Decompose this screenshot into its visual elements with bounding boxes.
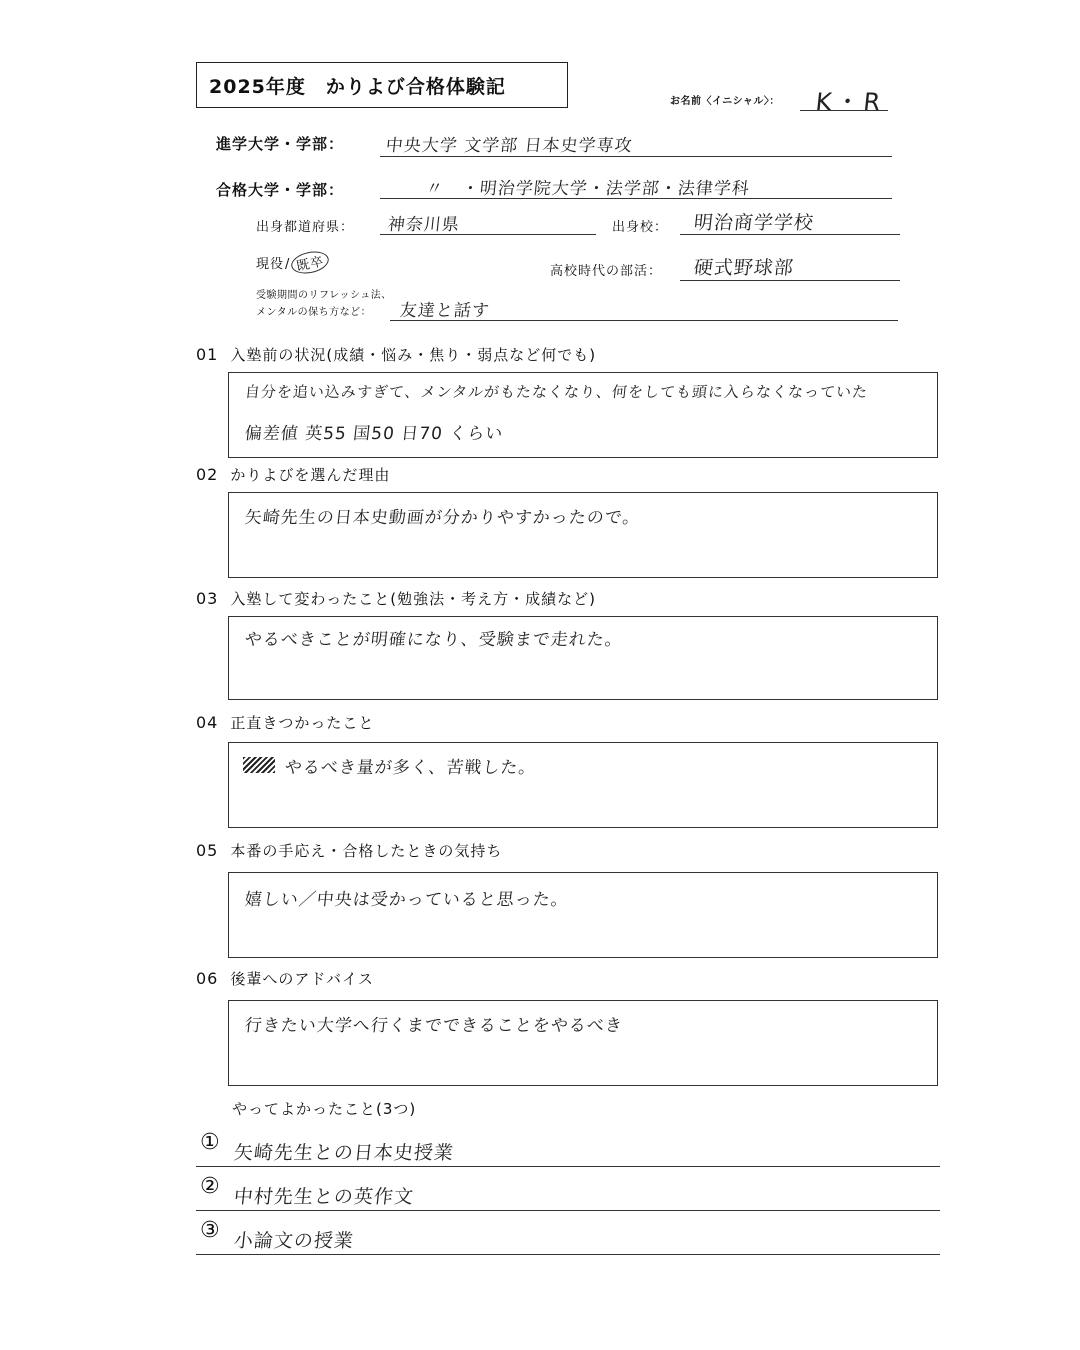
club-label: 高校時代の部活： xyxy=(550,264,663,279)
status-slash: / xyxy=(285,257,291,272)
item-text: 中村先生との英作文 xyxy=(232,1186,416,1208)
refresh-label-line1: 受験期間のリフレッシュ法、 xyxy=(256,290,392,301)
question-06-heading xyxy=(196,968,374,989)
question-label: 入塾前の状況(成績・悩み・焦り・弱点など何でも) xyxy=(230,346,597,364)
refresh-value: 友達と話す xyxy=(398,301,491,321)
question-05-heading xyxy=(196,840,502,861)
answer-line: 嬉しい／中央は受かっていると思った。 xyxy=(243,890,570,910)
name-field xyxy=(800,82,888,116)
passed-field xyxy=(380,174,892,199)
question-label: かりよびを選んだ理由 xyxy=(230,466,391,484)
question-06-answer-box xyxy=(228,1000,938,1086)
question-label: 正直きつかったこと xyxy=(230,714,375,732)
question-number: 01 xyxy=(196,345,219,364)
question-label: 後輩へのアドバイス xyxy=(230,970,374,988)
document-title: 2025年度 かりよび合格体験記 xyxy=(196,62,568,108)
school-field xyxy=(680,206,900,235)
club-value: 硬式野球部 xyxy=(692,257,796,279)
question-01-heading xyxy=(196,344,596,365)
question-number: 03 xyxy=(196,589,219,608)
question-label: 入塾して変わったこと(勉強法・考え方・成績など) xyxy=(230,590,596,608)
name-value: K・R xyxy=(814,88,886,116)
good-thing-item xyxy=(196,1172,940,1211)
question-02-answer-box xyxy=(228,492,938,578)
question-number: 06 xyxy=(196,969,219,988)
item-text: 矢崎先生との日本史授業 xyxy=(232,1142,456,1164)
status-current: 現役 xyxy=(256,257,285,272)
item-marker: ③ xyxy=(200,1218,220,1243)
status-row xyxy=(256,252,329,273)
question-number: 02 xyxy=(196,465,219,484)
answer-line: 矢崎先生の日本史動画が分かりやすかったので。 xyxy=(243,508,642,528)
school-value: 明治商学学校 xyxy=(692,212,816,234)
question-03-heading xyxy=(196,588,596,609)
enrolled-value: 中央大学 文学部 日本史学専攻 xyxy=(384,136,634,156)
question-number: 04 xyxy=(196,713,219,732)
passed-value: 〃 ・明治学院大学・法学部・法律学科 xyxy=(424,179,751,199)
question-number: 05 xyxy=(196,841,219,860)
question-04-heading xyxy=(196,712,374,733)
refresh-label-line2: メンタルの保ち方など： xyxy=(256,307,372,318)
status-ronin-circled: 既卒 xyxy=(290,248,332,276)
question-03-answer-box xyxy=(228,616,938,700)
school-label: 出身校： xyxy=(612,220,669,235)
good-thing-item xyxy=(196,1216,940,1255)
answer-line: 偏差値 英55 国50 日70 くらい xyxy=(243,424,505,444)
answer-line: やるべきことが明確になり、受験まで走れた。 xyxy=(243,630,624,650)
item-marker: ② xyxy=(200,1174,220,1199)
item-text: 小論文の授業 xyxy=(232,1230,356,1252)
prefecture-label: 出身都道府県： xyxy=(256,220,355,235)
enrolled-label: 進学大学・学部： xyxy=(216,135,345,153)
answer-line: 行きたい大学へ行くまでできることをやるべき xyxy=(243,1016,624,1036)
prefecture-field xyxy=(380,208,596,235)
question-01-answer-box xyxy=(228,372,938,458)
passed-label: 合格大学・学部： xyxy=(216,181,345,199)
prefecture-value: 神奈川県 xyxy=(386,215,461,235)
enrolled-field xyxy=(380,130,892,157)
answer-line: やるべき量が多く、苦戦した。 xyxy=(283,758,538,778)
refresh-field xyxy=(390,294,898,321)
name-label: お名前〈イニシャル〉： xyxy=(670,96,780,107)
answer-line: 自分を追い込みすぎて、メンタルがもたなくなり、何をしても頭に入らなくなっていた xyxy=(244,383,870,401)
question-02-heading xyxy=(196,464,390,485)
item-marker: ① xyxy=(200,1130,220,1155)
question-05-answer-box xyxy=(228,872,938,958)
question-label: 本番の手応え・合格したときの気持ち xyxy=(230,842,503,860)
good-things-heading: やってよかったこと(3つ) xyxy=(232,1100,417,1118)
club-field xyxy=(680,250,900,281)
question-04-answer-box xyxy=(228,742,938,828)
good-thing-item xyxy=(196,1128,940,1167)
scribbled-out-text xyxy=(243,757,275,773)
